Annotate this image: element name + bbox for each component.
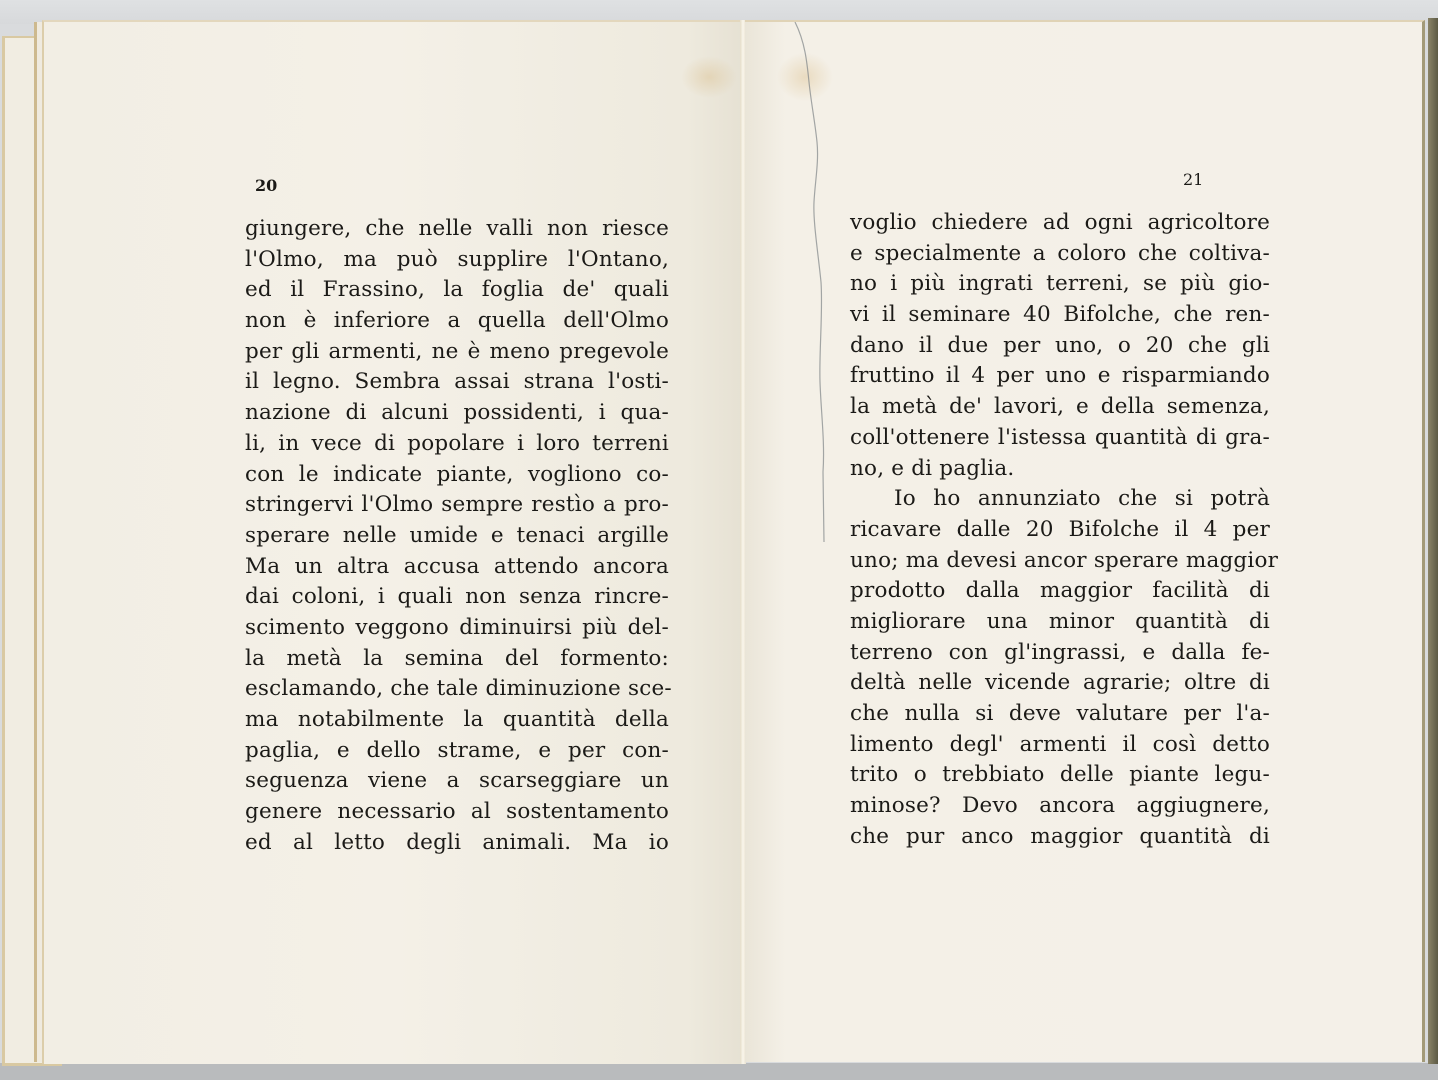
book-cover-edge — [1428, 18, 1438, 1064]
text-line: per gli armenti, ne è meno pregevole — [245, 338, 669, 364]
text-line: non è inferiore a quella dell'Olmo — [245, 308, 669, 334]
text-line: trito o trebbiato delle piante legu- — [850, 762, 1270, 788]
text-line: ed al letto degli animali. Ma io — [245, 829, 669, 855]
text-line: uno; ma devesi ancor sperare maggior — [850, 547, 1279, 573]
text-line: che nulla si deve valutare per l'a- — [850, 701, 1270, 726]
text-line: che pur anco maggior quantità di — [850, 823, 1270, 849]
text-line: Ma un altra accusa attendo ancora — [245, 553, 669, 579]
text-line: voglio chiedere ad ogni agricoltore — [850, 210, 1270, 235]
text-line: vi il seminare 40 Bifolche, che ren- — [850, 302, 1270, 328]
text-line: limento degl' armenti il così detto — [850, 731, 1270, 757]
text-line: giungere, che nelle valli non riesce — [245, 216, 669, 241]
page-number-left: 20 — [255, 176, 278, 195]
text-line: paglia, e dello strame, e per con- — [245, 737, 669, 763]
text-line: con le indicate piante, vogliono co- — [245, 461, 669, 487]
text-line: e specialmente a coloro che coltiva- — [850, 240, 1270, 266]
text-line: la metà la semina del formento: — [245, 645, 669, 671]
text-line: stringervi l'Olmo sempre restìo a pro- — [245, 492, 669, 518]
text-line: esclamando, che tale diminuzione sce- — [245, 676, 672, 702]
text-line-paragraph-start: Io ho annunziato che si potrà — [894, 486, 1270, 512]
text-line: il legno. Sembra assai strana l'osti- — [245, 369, 669, 395]
text-line: seguenza viene a scarseggiare un — [245, 768, 669, 794]
text-line: la metà de' lavori, e della semenza, — [850, 394, 1270, 420]
left-page — [42, 20, 742, 1064]
page-number-right: 21 — [1183, 170, 1204, 189]
right-page-text — [850, 208, 1279, 852]
text-line: dai coloni, i quali non senza rincre- — [245, 584, 669, 610]
text-line: minose? Devo ancora aggiugnere, — [850, 793, 1270, 819]
text-line: nazione di alcuni possidenti, i qua- — [245, 400, 669, 426]
text-line: l'Olmo, ma può supplire l'Ontano, — [245, 246, 669, 272]
text-line: ed il Frassino, la foglia de' quali — [245, 277, 669, 303]
text-line: fruttino il 4 per uno e risparmiando — [850, 363, 1270, 389]
text-line: sperare nelle umide e tenaci argille — [245, 522, 669, 548]
text-line: deltà nelle vicende agrarie; oltre di — [850, 670, 1270, 696]
text-line: ricavare dalle 20 Bifolche il 4 per — [850, 516, 1270, 542]
paper-tear-line — [745, 22, 865, 1062]
text-line: no i più ingrati terreni, se più gio- — [850, 271, 1270, 297]
text-line: terreno con gl'ingrassi, e dalla fe- — [850, 639, 1270, 665]
text-line: prodotto dalla maggior facilità di — [850, 578, 1270, 604]
text-line: no, e di paglia. — [850, 455, 1015, 481]
text-line: dano il due per uno, o 20 che gli — [850, 332, 1270, 358]
text-line: scimento veggono diminuirsi più del- — [245, 614, 669, 640]
right-page — [745, 20, 1425, 1062]
text-line: ma notabilmente la quantità della — [245, 707, 669, 732]
text-line: li, in vece di popolare i loro terreni — [245, 430, 669, 456]
left-page-text — [245, 214, 672, 858]
text-line: coll'ottenere l'istessa quantità di gra- — [850, 424, 1270, 450]
text-line: genere necessario al sostentamento — [245, 799, 669, 825]
scan-background-bottom — [0, 1063, 1438, 1080]
paper-texture — [44, 22, 45, 1062]
text-line: migliorare una minor quantità di — [850, 608, 1270, 634]
